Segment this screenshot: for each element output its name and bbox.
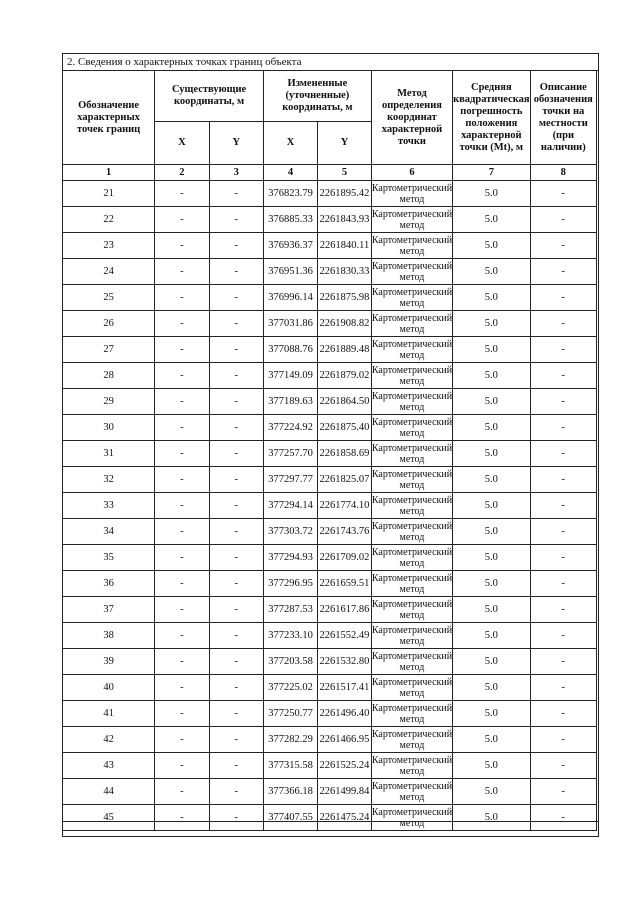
- changed-x-cell: 377233.10: [263, 623, 317, 649]
- column-number: 1: [63, 165, 155, 181]
- changed-y-cell: 2261499.84: [318, 779, 372, 805]
- description-cell: -: [530, 467, 596, 493]
- header-existing-x: X: [155, 122, 209, 165]
- description-cell: -: [530, 519, 596, 545]
- header-existing-y: Y: [209, 122, 263, 165]
- column-number: 7: [453, 165, 531, 181]
- point-number-cell: 27: [63, 337, 155, 363]
- header-method: Метод определения координат характерной точки: [371, 71, 452, 165]
- error-cell: 5.0: [453, 675, 531, 701]
- column-number: 6: [371, 165, 452, 181]
- method-cell: Картометрический метод: [371, 364, 453, 387]
- changed-y-cell: 2261475.24: [318, 805, 372, 831]
- changed-y-cell: 2261864.50: [318, 389, 372, 415]
- existing-x-cell: -: [155, 363, 209, 389]
- description-cell: -: [530, 181, 596, 207]
- method-cell: Картометрический метод: [371, 676, 453, 699]
- error-cell: 5.0: [453, 285, 531, 311]
- error-cell: 5.0: [453, 207, 531, 233]
- point-number-cell: 31: [63, 441, 155, 467]
- point-number-cell: 23: [63, 233, 155, 259]
- method-cell: Картометрический метод: [371, 624, 453, 647]
- table-row: [63, 519, 597, 545]
- points-table: [62, 70, 597, 831]
- table-row: [63, 649, 597, 675]
- point-number-cell: 21: [63, 181, 155, 207]
- existing-y-cell: -: [209, 389, 263, 415]
- table-row: [63, 285, 597, 311]
- changed-x-cell: 376823.79: [263, 181, 317, 207]
- changed-y-cell: 2261879.02: [318, 363, 372, 389]
- point-number-cell: 37: [63, 597, 155, 623]
- column-number: 8: [530, 165, 596, 181]
- existing-y-cell: -: [209, 623, 263, 649]
- changed-x-cell: 377031.86: [263, 311, 317, 337]
- changed-x-cell: 377224.92: [263, 415, 317, 441]
- header-changed-coords: Измененные (уточненные) координаты, м: [263, 71, 371, 122]
- existing-y-cell: -: [209, 727, 263, 753]
- description-cell: -: [530, 259, 596, 285]
- table-row: [63, 259, 597, 285]
- changed-x-cell: 377282.29: [263, 727, 317, 753]
- table-row: [63, 701, 597, 727]
- table-row: [63, 597, 597, 623]
- existing-y-cell: -: [209, 415, 263, 441]
- existing-x-cell: -: [155, 441, 209, 467]
- error-cell: 5.0: [453, 727, 531, 753]
- changed-x-cell: 377257.70: [263, 441, 317, 467]
- changed-x-cell: 377287.53: [263, 597, 317, 623]
- table-row: [63, 493, 597, 519]
- changed-x-cell: 376936.37: [263, 233, 317, 259]
- column-numbers-row: [63, 165, 597, 181]
- error-cell: 5.0: [453, 493, 531, 519]
- existing-x-cell: -: [155, 597, 209, 623]
- column-number: 5: [318, 165, 372, 181]
- error-cell: 5.0: [453, 701, 531, 727]
- existing-y-cell: -: [209, 597, 263, 623]
- point-number-cell: 39: [63, 649, 155, 675]
- existing-x-cell: -: [155, 415, 209, 441]
- existing-y-cell: -: [209, 545, 263, 571]
- table-row: [63, 727, 597, 753]
- method-cell: Картометрический метод: [371, 806, 453, 829]
- existing-y-cell: -: [209, 441, 263, 467]
- point-number-cell: 29: [63, 389, 155, 415]
- existing-y-cell: -: [209, 779, 263, 805]
- description-cell: -: [530, 233, 596, 259]
- point-number-cell: 41: [63, 701, 155, 727]
- column-number: 4: [263, 165, 317, 181]
- point-number-cell: 44: [63, 779, 155, 805]
- changed-y-cell: 2261895.42: [318, 181, 372, 207]
- error-cell: 5.0: [453, 805, 531, 831]
- point-number-cell: 26: [63, 311, 155, 337]
- changed-x-cell: 377366.18: [263, 779, 317, 805]
- table-row: [63, 415, 597, 441]
- table-row: [63, 233, 597, 259]
- column-number: 3: [209, 165, 263, 181]
- error-cell: 5.0: [453, 233, 531, 259]
- description-cell: -: [530, 571, 596, 597]
- changed-y-cell: 2261875.98: [318, 285, 372, 311]
- error-cell: 5.0: [453, 623, 531, 649]
- changed-y-cell: 2261517.41: [318, 675, 372, 701]
- points-table-body: [63, 181, 597, 831]
- description-cell: -: [530, 597, 596, 623]
- description-cell: -: [530, 415, 596, 441]
- error-cell: 5.0: [453, 389, 531, 415]
- changed-x-cell: 377297.77: [263, 467, 317, 493]
- existing-x-cell: -: [155, 675, 209, 701]
- point-number-cell: 32: [63, 467, 155, 493]
- existing-x-cell: -: [155, 311, 209, 337]
- point-number-cell: 28: [63, 363, 155, 389]
- error-cell: 5.0: [453, 571, 531, 597]
- method-cell: Картометрический метод: [371, 416, 453, 439]
- changed-y-cell: 2261858.69: [318, 441, 372, 467]
- method-cell: Картометрический метод: [371, 520, 453, 543]
- method-cell: Картометрический метод: [371, 780, 453, 803]
- existing-x-cell: -: [155, 623, 209, 649]
- method-cell: Картометрический метод: [371, 234, 453, 257]
- changed-y-cell: 2261525.24: [318, 753, 372, 779]
- point-number-cell: 25: [63, 285, 155, 311]
- existing-x-cell: -: [155, 233, 209, 259]
- changed-x-cell: 377315.58: [263, 753, 317, 779]
- description-cell: -: [530, 363, 596, 389]
- description-cell: -: [530, 753, 596, 779]
- existing-x-cell: -: [155, 727, 209, 753]
- error-cell: 5.0: [453, 753, 531, 779]
- existing-x-cell: -: [155, 571, 209, 597]
- table-row: [63, 545, 597, 571]
- document-frame: [62, 53, 599, 837]
- error-cell: 5.0: [453, 311, 531, 337]
- method-cell: Картометрический метод: [371, 702, 453, 725]
- description-cell: -: [530, 493, 596, 519]
- point-number-cell: 38: [63, 623, 155, 649]
- description-cell: -: [530, 701, 596, 727]
- error-cell: 5.0: [453, 545, 531, 571]
- point-number-cell: 24: [63, 259, 155, 285]
- existing-y-cell: -: [209, 675, 263, 701]
- existing-x-cell: -: [155, 259, 209, 285]
- header-existing-coords: Существующие координаты, м: [155, 71, 264, 122]
- existing-y-cell: -: [209, 467, 263, 493]
- table-row: [63, 467, 597, 493]
- existing-x-cell: -: [155, 389, 209, 415]
- changed-y-cell: 2261908.82: [318, 311, 372, 337]
- changed-y-cell: 2261843.93: [318, 207, 372, 233]
- changed-x-cell: 377149.09: [263, 363, 317, 389]
- changed-x-cell: 377296.95: [263, 571, 317, 597]
- table-row: [63, 441, 597, 467]
- table-row: [63, 389, 597, 415]
- header-description: Описание обозначения точки на местности (при наличии): [530, 71, 596, 165]
- existing-y-cell: -: [209, 571, 263, 597]
- method-cell: Картометрический метод: [371, 572, 453, 595]
- error-cell: 5.0: [453, 181, 531, 207]
- changed-y-cell: 2261496.40: [318, 701, 372, 727]
- changed-x-cell: 377203.58: [263, 649, 317, 675]
- changed-y-cell: 2261617.86: [318, 597, 372, 623]
- bottom-divider: [63, 821, 598, 822]
- description-cell: -: [530, 311, 596, 337]
- existing-x-cell: -: [155, 467, 209, 493]
- existing-y-cell: -: [209, 519, 263, 545]
- error-cell: 5.0: [453, 467, 531, 493]
- existing-y-cell: -: [209, 493, 263, 519]
- point-number-cell: 40: [63, 675, 155, 701]
- table-row: [63, 311, 597, 337]
- existing-y-cell: -: [209, 181, 263, 207]
- method-cell: Картометрический метод: [371, 754, 453, 777]
- description-cell: -: [530, 779, 596, 805]
- changed-x-cell: 377189.63: [263, 389, 317, 415]
- existing-y-cell: -: [209, 207, 263, 233]
- method-cell: Картометрический метод: [371, 286, 453, 309]
- table-row: [63, 337, 597, 363]
- table-row: [63, 675, 597, 701]
- header-error: Средняя квадратическая погрешность положения характерной точки (Mt), м: [453, 71, 531, 165]
- point-number-cell: 43: [63, 753, 155, 779]
- point-number-cell: 34: [63, 519, 155, 545]
- table-row: [63, 181, 597, 207]
- existing-y-cell: -: [209, 701, 263, 727]
- changed-x-cell: 376885.33: [263, 207, 317, 233]
- section-title: 2. Сведения о характерных точках границ объекта: [67, 56, 302, 68]
- existing-x-cell: -: [155, 753, 209, 779]
- changed-x-cell: 377088.76: [263, 337, 317, 363]
- changed-y-cell: 2261825.07: [318, 467, 372, 493]
- error-cell: 5.0: [453, 779, 531, 805]
- method-cell: Картометрический метод: [371, 598, 453, 621]
- method-cell: Картометрический метод: [371, 182, 453, 205]
- changed-y-cell: 2261532.80: [318, 649, 372, 675]
- existing-y-cell: -: [209, 337, 263, 363]
- description-cell: -: [530, 389, 596, 415]
- header-changed-x: X: [263, 122, 317, 165]
- description-cell: -: [530, 337, 596, 363]
- changed-y-cell: 2261659.51: [318, 571, 372, 597]
- header-changed-y: Y: [318, 122, 372, 165]
- changed-y-cell: 2261889.48: [318, 337, 372, 363]
- table-row: [63, 363, 597, 389]
- description-cell: -: [530, 805, 596, 831]
- error-cell: 5.0: [453, 519, 531, 545]
- existing-x-cell: -: [155, 181, 209, 207]
- error-cell: 5.0: [453, 259, 531, 285]
- description-cell: -: [530, 285, 596, 311]
- changed-x-cell: 377303.72: [263, 519, 317, 545]
- point-number-cell: 30: [63, 415, 155, 441]
- method-cell: Картометрический метод: [371, 468, 453, 491]
- method-cell: Картометрический метод: [371, 442, 453, 465]
- changed-x-cell: 376951.36: [263, 259, 317, 285]
- point-number-cell: 22: [63, 207, 155, 233]
- existing-x-cell: -: [155, 701, 209, 727]
- error-cell: 5.0: [453, 597, 531, 623]
- changed-x-cell: 377294.93: [263, 545, 317, 571]
- existing-y-cell: -: [209, 259, 263, 285]
- table-row: [63, 571, 597, 597]
- description-cell: -: [530, 727, 596, 753]
- method-cell: Картометрический метод: [371, 338, 453, 361]
- existing-y-cell: -: [209, 753, 263, 779]
- changed-y-cell: 2261552.49: [318, 623, 372, 649]
- existing-y-cell: -: [209, 363, 263, 389]
- method-cell: Картометрический метод: [371, 260, 453, 283]
- existing-x-cell: -: [155, 207, 209, 233]
- changed-x-cell: 377250.77: [263, 701, 317, 727]
- description-cell: -: [530, 623, 596, 649]
- description-cell: -: [530, 649, 596, 675]
- existing-x-cell: -: [155, 649, 209, 675]
- changed-y-cell: 2261830.33: [318, 259, 372, 285]
- table-row: [63, 805, 597, 831]
- existing-y-cell: -: [209, 285, 263, 311]
- changed-y-cell: 2261774.10: [318, 493, 372, 519]
- existing-y-cell: -: [209, 649, 263, 675]
- method-cell: Картометрический метод: [371, 650, 453, 673]
- existing-x-cell: -: [155, 545, 209, 571]
- changed-y-cell: 2261709.02: [318, 545, 372, 571]
- table-row: [63, 779, 597, 805]
- existing-x-cell: -: [155, 805, 209, 831]
- existing-x-cell: -: [155, 285, 209, 311]
- changed-y-cell: 2261875.40: [318, 415, 372, 441]
- error-cell: 5.0: [453, 441, 531, 467]
- existing-x-cell: -: [155, 779, 209, 805]
- method-cell: Картометрический метод: [371, 494, 453, 517]
- point-number-cell: 42: [63, 727, 155, 753]
- error-cell: 5.0: [453, 363, 531, 389]
- point-number-cell: 45: [63, 805, 155, 831]
- description-cell: -: [530, 207, 596, 233]
- method-cell: Картометрический метод: [371, 390, 453, 413]
- existing-x-cell: -: [155, 337, 209, 363]
- changed-x-cell: 377407.55: [263, 805, 317, 831]
- point-number-cell: 35: [63, 545, 155, 571]
- changed-y-cell: 2261840.11: [318, 233, 372, 259]
- method-cell: Картометрический метод: [371, 208, 453, 231]
- header-designation: Обозначение характерных точек границ: [63, 71, 155, 165]
- method-cell: Картометрический метод: [371, 728, 453, 751]
- description-cell: -: [530, 545, 596, 571]
- error-cell: 5.0: [453, 649, 531, 675]
- method-cell: Картометрический метод: [371, 546, 453, 569]
- changed-x-cell: 377294.14: [263, 493, 317, 519]
- existing-y-cell: -: [209, 233, 263, 259]
- existing-x-cell: -: [155, 519, 209, 545]
- point-number-cell: 33: [63, 493, 155, 519]
- changed-y-cell: 2261743.76: [318, 519, 372, 545]
- existing-y-cell: -: [209, 311, 263, 337]
- error-cell: 5.0: [453, 337, 531, 363]
- changed-x-cell: 376996.14: [263, 285, 317, 311]
- description-cell: -: [530, 441, 596, 467]
- table-row: [63, 623, 597, 649]
- method-cell: Картометрический метод: [371, 312, 453, 335]
- column-number: 2: [155, 165, 209, 181]
- description-cell: -: [530, 675, 596, 701]
- changed-x-cell: 377225.02: [263, 675, 317, 701]
- table-row: [63, 207, 597, 233]
- existing-y-cell: -: [209, 805, 263, 831]
- error-cell: 5.0: [453, 415, 531, 441]
- table-row: [63, 753, 597, 779]
- changed-y-cell: 2261466.95: [318, 727, 372, 753]
- existing-x-cell: -: [155, 493, 209, 519]
- point-number-cell: 36: [63, 571, 155, 597]
